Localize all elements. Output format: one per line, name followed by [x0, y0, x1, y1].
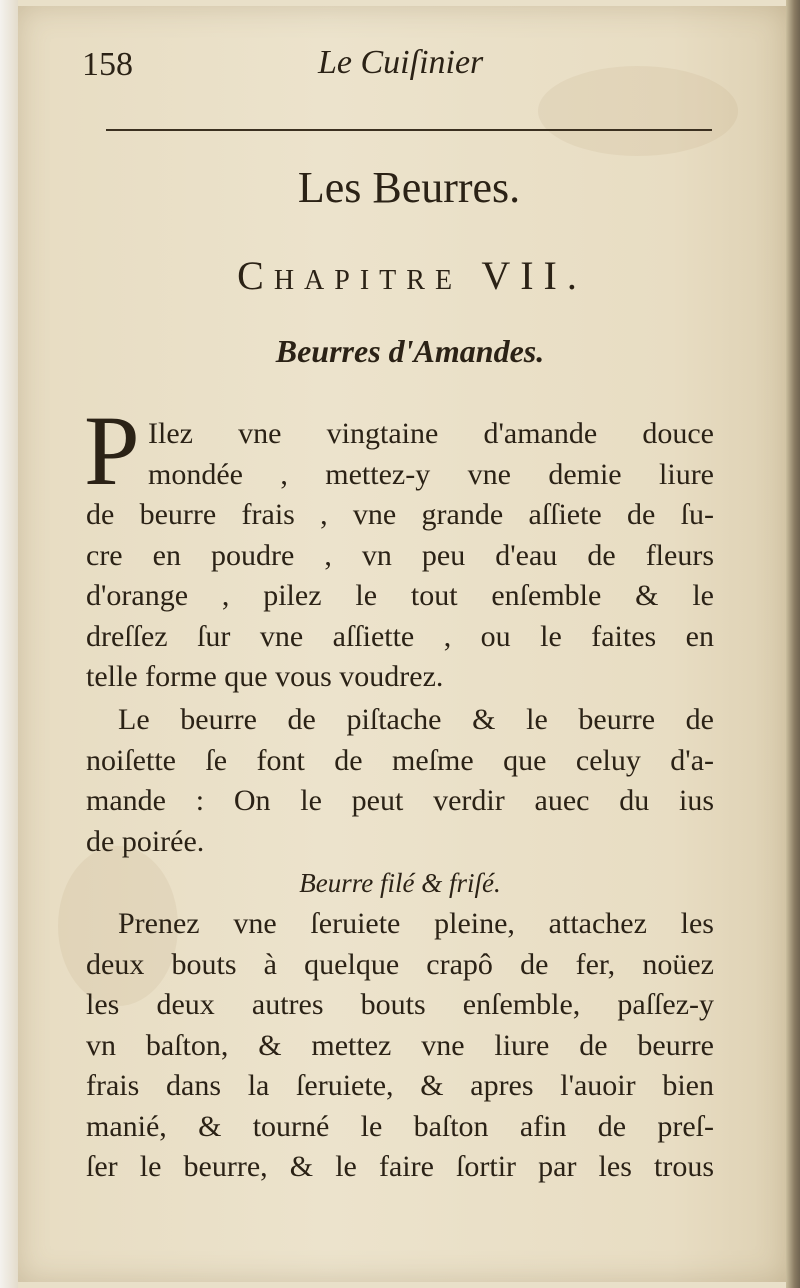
text-line: noiſette ſe font de meſme que celuy d'a-	[86, 743, 714, 777]
text-line: mondée , mettez-y vne demie liure	[148, 457, 714, 491]
text-line: mande : On le peut verdir auec du ius	[86, 784, 714, 817]
text-line: ſer le beurre, & le faire ſortir par les trous	[86, 1150, 714, 1183]
text-line: cre en poudre , vn peu d'eau de fleurs	[86, 538, 714, 572]
recipe-paragraph	[86, 904, 714, 1188]
text-line: les deux autres bouts enſemble, paſſez-y	[86, 988, 714, 1021]
text-line: vn baſton, & mettez vne liure de beurre	[86, 1028, 714, 1062]
header-rule	[106, 129, 712, 131]
text-line: Ilez vne vingtaine d'amande douce	[148, 417, 714, 450]
recipe-paragraph	[86, 414, 714, 698]
chapter-heading: Chapitre VII.	[237, 253, 587, 298]
recipe-paragraph	[86, 700, 714, 862]
page-header	[80, 44, 720, 90]
text-line: de beurre frais , vne grande aſſiete de ſu-	[86, 498, 714, 531]
text-line: Le beurre de piſtache & le beurre de	[118, 703, 714, 736]
recipe-title: Beurres d'Amandes.	[275, 333, 545, 369]
running-head: Le Cuiſinier	[318, 44, 484, 81]
page-number: 158	[82, 46, 133, 83]
text-line: de poirée.	[86, 824, 205, 858]
text-line: manié, & tourné le baſton afin de preſ-	[86, 1109, 714, 1143]
text-line: dreſſez ſur vne aſſiette , ou le faites en	[86, 619, 714, 653]
text-line: telle forme que vous voudrez.	[86, 660, 444, 693]
recipe-title: Beurre filé & friſé.	[299, 868, 501, 898]
text-line: deux bouts à quelque crapô de fer, noüez	[86, 947, 714, 981]
drop-cap: P	[84, 395, 140, 506]
text-line: frais dans la ſeruiete, & apres l'auoir bien	[86, 1069, 714, 1102]
text-line: d'orange , pilez le tout enſemble & le	[86, 579, 714, 612]
text-line: Prenez vne ſeruiete pleine, attachez les	[118, 907, 714, 940]
section-title: Les Beurres.	[297, 163, 521, 212]
